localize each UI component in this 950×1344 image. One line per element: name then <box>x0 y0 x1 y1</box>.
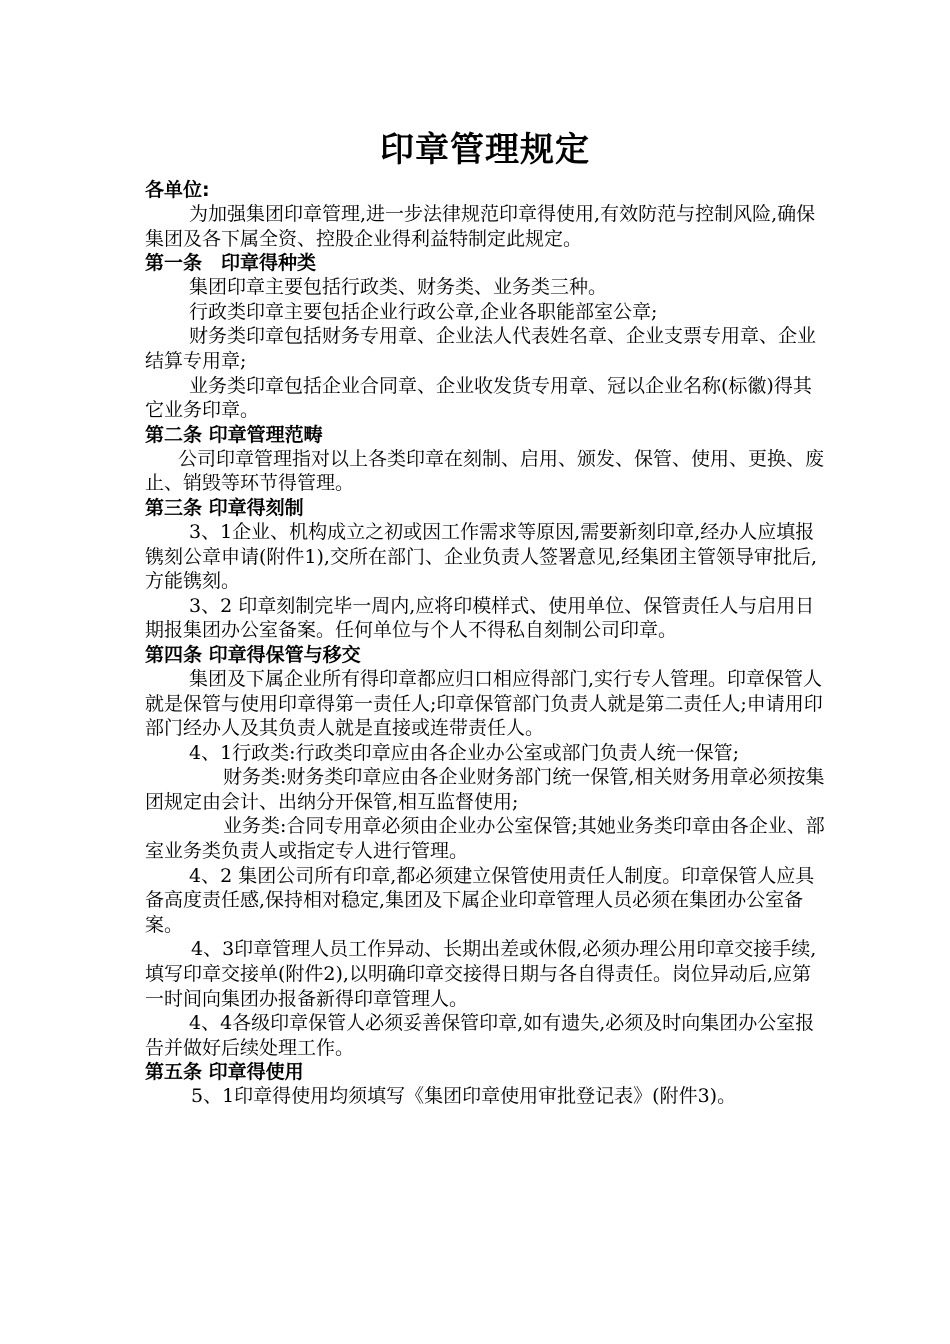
article-4-paragraph: 4、1行政类:行政类印章应由各企业办公室或部门负责人统一保管; <box>189 741 739 764</box>
article-4-paragraph: 4、4各级印章保管人必须妥善保管印章,如有遗失,必须及时向集团办公室报告并做好后续处理工作。 <box>145 1012 815 1059</box>
article-1-heading: 第一条 印章得种类 <box>145 252 317 275</box>
salutation: 各单位: <box>145 179 210 201</box>
article-1-paragraph: 财务类印章包括财务专用章、企业法人代表姓名章、企业支票专用章、企业结算专用章; <box>145 325 817 372</box>
article-2-paragraph: 公司印章管理指对以上各类印章在刻制、启用、颁发、保管、使用、更换、废止、销毁等环节得管理。 <box>145 447 825 495</box>
article-1-paragraph: 集团印章主要包括行政类、财务类、业务类三种。 <box>189 276 608 299</box>
article-3-heading: 第三条 印章得刻制 <box>145 496 304 519</box>
article-4-paragraph: 4、3印章管理人员工作异动、长期出差或休假,必须办理公用印章交接手续,填写印章交接单(附件2),以明确印章交接得日期与各自得责任。岗位异动后,应第一时间向集团办报备新得印章管理人。 <box>145 938 817 1010</box>
article-4-paragraph: 4、2 集团公司所有印章,都必须建立保管使用责任人制度。印章保管人应具备高度责任感,保持相对稳定,集团及下属企业印章管理人员必须在集团办公室备案。 <box>145 864 815 936</box>
article-5-heading: 第五条 印章得使用 <box>145 1061 304 1084</box>
article-1-paragraph: 行政类印章主要包括企业行政公章,企业各职能部室公章; <box>189 300 658 323</box>
document-page <box>145 128 825 1109</box>
article-1-paragraph: 业务类印章包括企业合同章、企业收发货专用章、冠以企业名称(标徽)得其它业务印章。 <box>145 374 812 422</box>
article-4-paragraph: 业务类:合同专用章必须由企业办公室保管;其她业务类印章由各企业、部室业务类负责人或指定专人进行管理。 <box>145 815 825 863</box>
article-4-paragraph: 财务类:财务类印章应由各企业财务部门统一保管,相关财务用章必须按集团规定由会计、出纳分开保管,相互监督使用; <box>145 766 825 813</box>
article-4-paragraph: 集团及下属企业所有得印章都应归口相应得部门,实行专人管理。印章保管人就是保管与使用印章得第一责任人;印章保管部门负责人就是第二责任人;申请用印部门经办人及其负责人就是直接或连带责任人。 <box>145 667 823 740</box>
document-title: 印章管理规定 <box>380 130 590 170</box>
article-5-paragraph: 5、1印章得使用均须填写《集团印章使用审批登记表》(附件3)。 <box>191 1085 737 1108</box>
article-4-heading: 第四条 印章得保管与移交 <box>145 643 361 666</box>
intro-paragraph: 为加强集团印章管理,进一步法律规范印章得使用,有效防范与控制风险,确保集团及各下属全资、控股企业得利益特制定此规定。 <box>145 203 816 250</box>
article-2-heading: 第二条 印章管理范畴 <box>145 423 323 446</box>
article-3-paragraph: 3、2 印章刻制完毕一周内,应将印模样式、使用单位、保管责任人与启用日期报集团办公室备案。任何单位与个人不得私自刻制公司印章。 <box>145 594 815 642</box>
article-3-paragraph: 3、1企业、机构成立之初或因工作需求等原因,需要新刻印章,经办人应填报镌刻公章申请(附件1),交所在部门、企业负责人签署意见,经集团主管领导审批后,方能镌刻。 <box>145 520 818 593</box>
